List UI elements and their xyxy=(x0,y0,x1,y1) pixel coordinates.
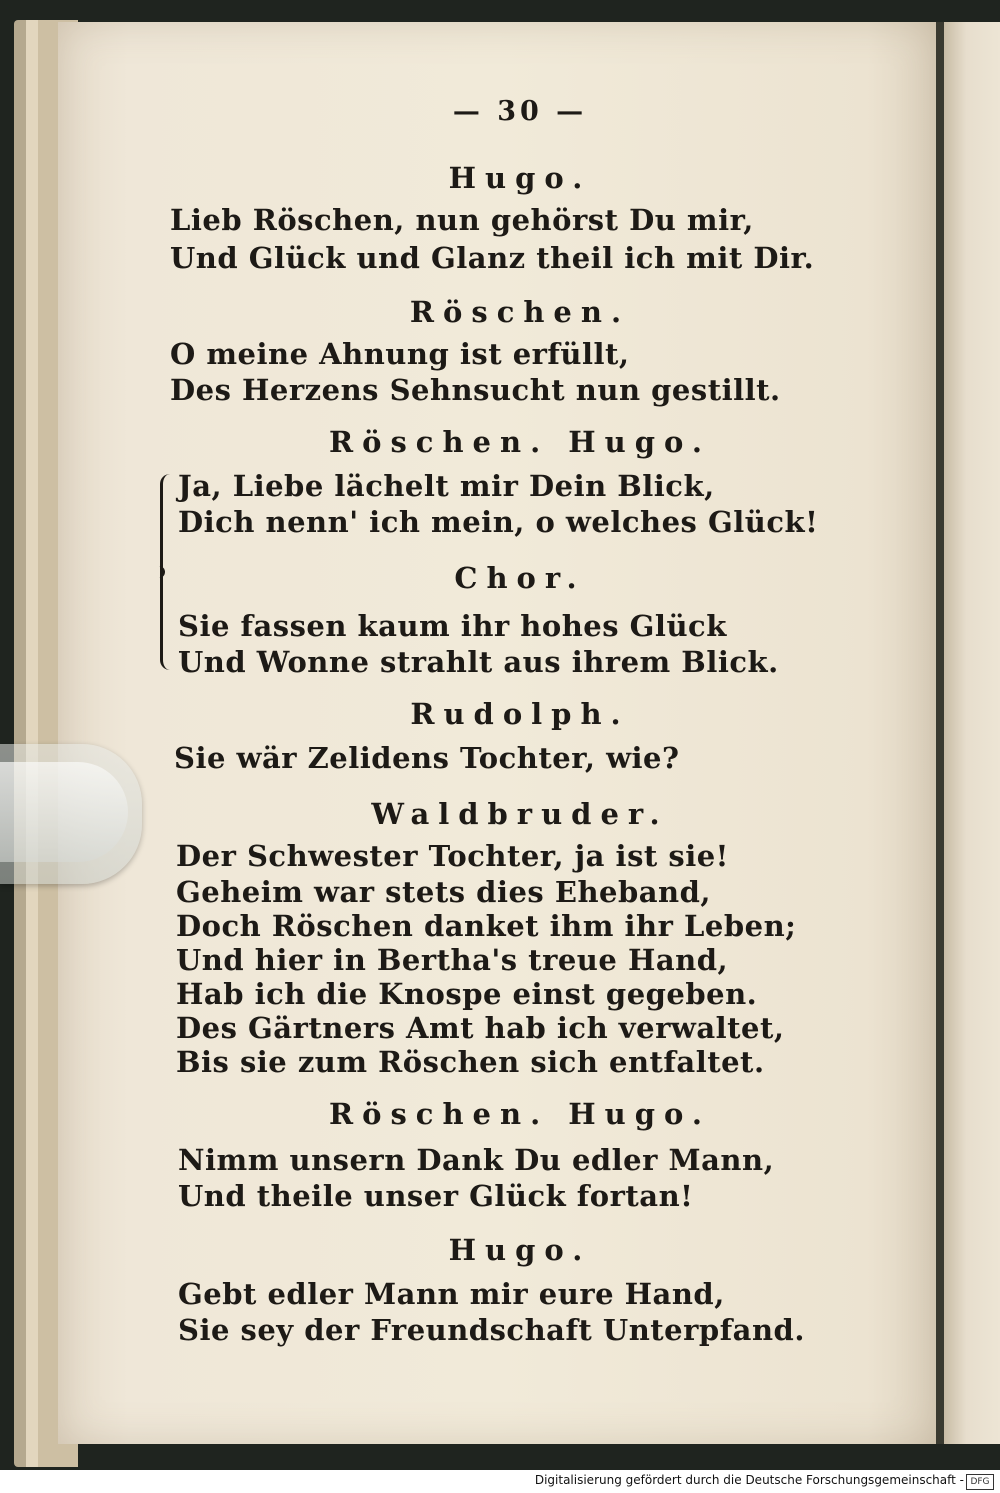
verse-line: Der Schwester Tochter, ja ist sie! xyxy=(176,839,729,873)
speaker-heading: Röschen. Hugo. xyxy=(329,425,711,459)
verse-line: Sie wär Zelidens Tochter, wie? xyxy=(174,741,680,775)
speaker-heading: Rudolph. xyxy=(410,697,630,731)
verse-line: Hab ich die Knospe einst gegeben. xyxy=(176,977,758,1011)
speaker-heading: Chor. xyxy=(454,561,586,595)
verse-line: O meine Ahnung ist erfüllt, xyxy=(170,337,630,371)
verse-line: Des Herzens Sehnsucht nun gestillt. xyxy=(170,373,781,407)
speaker-heading: Hugo. xyxy=(448,161,592,195)
digitization-credit: Digitalisierung gefördert durch die Deutsche Forschungsgemeinschaft - xyxy=(534,1473,964,1487)
verse-line: Gebt edler Mann mir eure Hand, xyxy=(178,1277,725,1311)
verse-line: Sie fassen kaum ihr hohes Glück xyxy=(178,609,727,643)
speaker-heading: Waldbruder. xyxy=(371,797,669,831)
verse-line: Und hier in Bertha's treue Hand, xyxy=(176,943,729,977)
speaker-heading: Röschen. Hugo. xyxy=(329,1097,711,1131)
verse-line: Und Wonne strahlt aus ihrem Blick. xyxy=(178,645,779,679)
page-number: — 30 — xyxy=(452,96,588,127)
verse-line: Sie sey der Freundschaft Unterpfand. xyxy=(178,1313,805,1347)
verse-line: Ja, Liebe lächelt mir Dein Blick, xyxy=(178,469,715,503)
verse-line: Des Gärtners Amt hab ich verwaltet, xyxy=(176,1011,785,1045)
page-clip-highlight xyxy=(0,762,128,862)
speaker-heading: Hugo. xyxy=(448,1233,592,1267)
verse-line: Lieb Röschen, nun gehörst Du mir, xyxy=(170,203,754,237)
verse-line: Geheim war stets dies Eheband, xyxy=(176,875,712,909)
verse-line: Doch Röschen danket ihm ihr Leben; xyxy=(176,909,797,943)
verse-line: Und Glück und Glanz theil ich mit Dir. xyxy=(170,241,815,275)
opposite-page xyxy=(944,22,1000,1444)
dfg-logo: DFG xyxy=(966,1474,994,1490)
verse-line: Nimm unsern Dank Du edler Mann, xyxy=(178,1143,775,1177)
speaker-heading: Röschen. xyxy=(409,295,631,329)
verse-line: Dich nenn' ich mein, o welches Glück! xyxy=(178,505,819,539)
verse-line: Und theile unser Glück fortan! xyxy=(178,1179,694,1213)
verse-line: Bis sie zum Röschen sich entfaltet. xyxy=(176,1045,765,1079)
